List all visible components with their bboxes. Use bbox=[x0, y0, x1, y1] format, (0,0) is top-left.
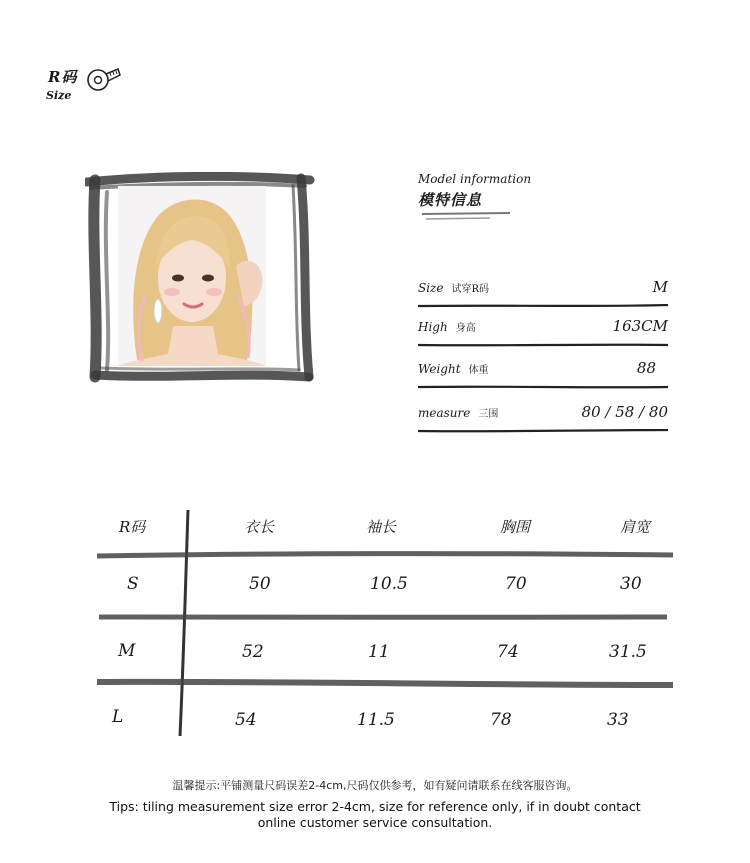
table-cell: 52 bbox=[242, 642, 264, 662]
model-info-title-en: Model information bbox=[418, 172, 532, 186]
model-row-label-zh: 体重 bbox=[468, 365, 489, 376]
model-row-value: M bbox=[652, 278, 668, 296]
table-cell: 11.5 bbox=[357, 710, 395, 730]
title-underline bbox=[420, 210, 515, 222]
table-cell: S bbox=[127, 574, 139, 594]
model-row-value: 163CM bbox=[612, 317, 668, 335]
table-cell: 10.5 bbox=[370, 574, 408, 594]
model-row-label: Weight bbox=[418, 362, 461, 376]
table-cell: 70 bbox=[505, 574, 527, 594]
table-cell: 74 bbox=[497, 642, 519, 662]
row-divider bbox=[418, 343, 668, 347]
model-row-size bbox=[418, 280, 668, 320]
table-header: 衣长 bbox=[244, 518, 275, 536]
table-cell: 50 bbox=[249, 574, 271, 594]
row-divider bbox=[418, 429, 668, 433]
table-cell: 33 bbox=[607, 710, 629, 730]
model-row-label-zh: 三围 bbox=[478, 409, 499, 420]
table-cell: M bbox=[118, 641, 136, 661]
model-photo bbox=[118, 186, 266, 366]
table-vertical-divider bbox=[176, 508, 192, 738]
model-row-height bbox=[418, 319, 668, 359]
table-cell: 11 bbox=[368, 642, 390, 662]
model-info-title-zh: 模特信息 bbox=[418, 191, 483, 209]
model-row-label: Size bbox=[418, 281, 444, 295]
model-row-label-zh: 身高 bbox=[455, 323, 476, 334]
measuring-tape-icon bbox=[84, 64, 122, 94]
header-title: R码 bbox=[48, 68, 78, 86]
model-row-value: 88 bbox=[636, 359, 656, 377]
table-cell: 31.5 bbox=[609, 642, 647, 662]
table-cell: L bbox=[112, 707, 124, 727]
table-header: 袖长 bbox=[366, 518, 397, 536]
model-row-measure bbox=[418, 405, 668, 445]
row-divider bbox=[418, 304, 668, 308]
row-divider bbox=[418, 385, 668, 389]
model-row-weight bbox=[418, 361, 668, 401]
model-row-label: High bbox=[418, 320, 448, 334]
tips-english: Tips: tiling measurement size error 2-4cm, size for reference only, if in doubt contact online customer service consultation. bbox=[109, 799, 641, 830]
table-header: 肩宽 bbox=[620, 518, 651, 536]
table-cell: 30 bbox=[620, 574, 642, 594]
model-row-label: measure bbox=[418, 406, 471, 420]
table-cell: 78 bbox=[490, 710, 512, 730]
table-row-divider bbox=[95, 612, 675, 622]
table-row-divider bbox=[95, 676, 675, 690]
model-row-label-zh: 试穿R码 bbox=[451, 284, 490, 295]
model-row-value: 80 / 58 / 80 bbox=[581, 403, 668, 421]
table-header: 胸围 bbox=[500, 518, 531, 536]
table-row-divider bbox=[95, 550, 675, 560]
tips-chinese: 温馨提示:平铺测量尺码误差2-4cm,尺码仅供参考，如有疑问请联系在线客服咨询。 bbox=[172, 779, 578, 792]
header-subtitle: Size bbox=[46, 89, 72, 102]
table-header: R码 bbox=[119, 518, 146, 536]
table-cell: 54 bbox=[235, 710, 257, 730]
